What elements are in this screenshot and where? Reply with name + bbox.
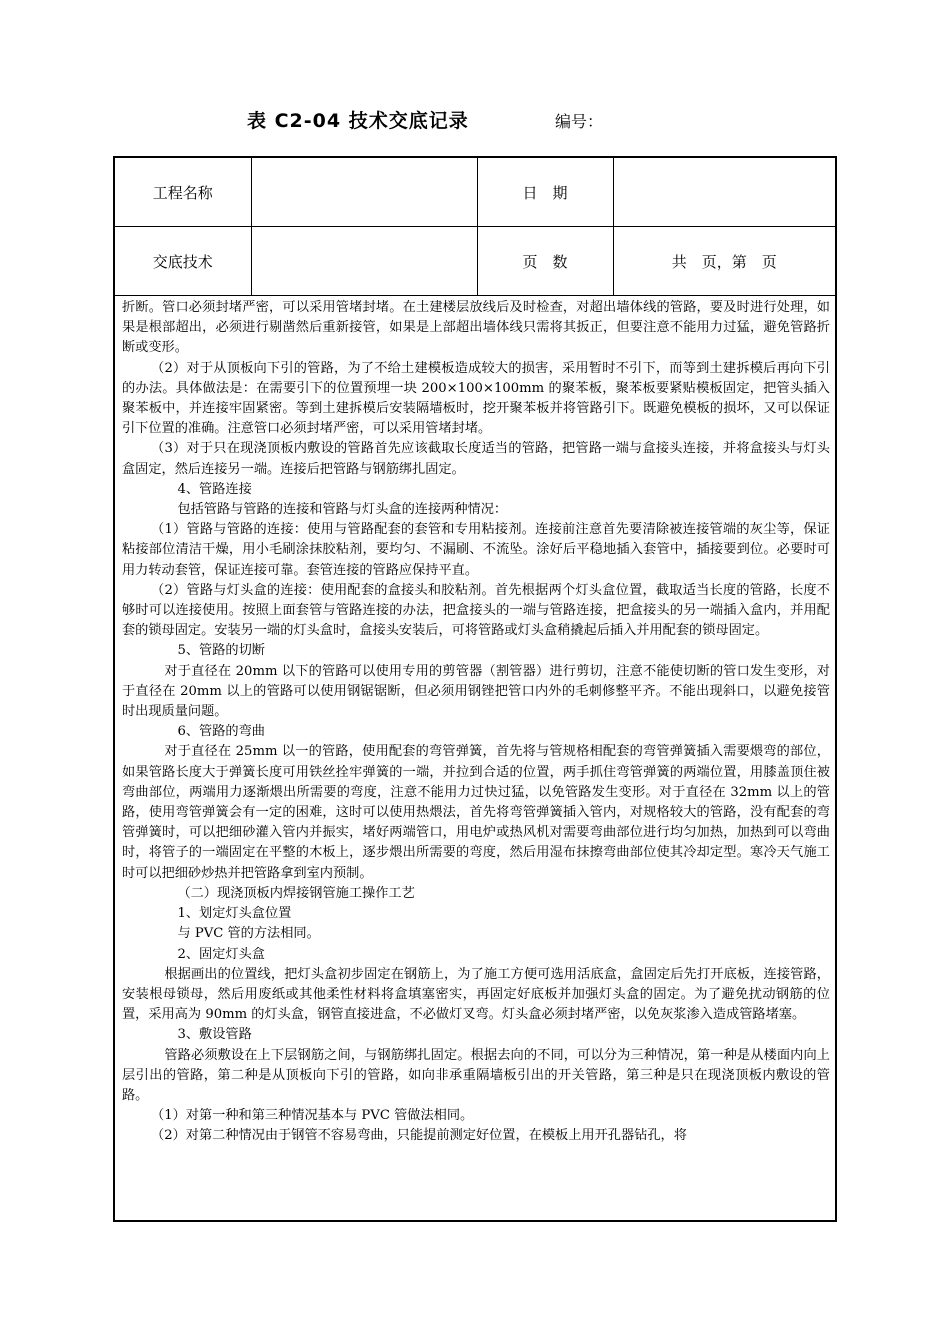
- content-paragraph: 与 PVC 管的方法相同。: [177, 926, 320, 942]
- disclosure-content: [122, 298, 830, 1147]
- content-paragraph: 根据画出的位置线，把灯头盒初步固定在钢筋上，为了施工方便可选用活底盒，盒固定后先打开底板，连接管路，安装根母锁母，然后用废纸或其他柔性材料将盒填塞密实，再固定好底板并加强灯头盒的固定。为了避免扰动钢筋的位置，采用高为 90mm 的灯头盒，钢管直接进盒，不必做灯叉弯。灯头盒必须封堵严密，以免灰浆渗入造成管路堵塞。: [122, 966, 830, 1023]
- content-paragraph: （2）对于从顶板向下引的管路，为了不给土建模板造成较大的损害，采用暂时不引下，而等到土建拆模后再向下引的办法。具体做法是：在需要引下的位置预埋一块 200×100×100mm 的聚苯板，聚苯板要紧贴模板固定，把管头插入聚苯板中，并连接牢固紧密。等到土建拆模后安装隔墙板时，挖开聚苯板并将管路引下。既避免模板的损坏，又可以保证引下位置的准确。注意管口必须封堵严密，可以采用管堵封堵。: [122, 360, 830, 437]
- record-form: [113, 156, 837, 1222]
- content-paragraph: （1）管路与管路的连接：使用与管路配套的套管和专用粘接剂。连接前注意首先要清除被连接管端的灰尘等，保证粘接部位清洁干燥，用小毛刷涂抹胶粘剂，要均匀、不漏刷、不流坠。涂好后平稳地插入套管中，插接要到位。必要时可用力转动套管，保证连接可靠。套管连接的管路应保持平直。: [122, 522, 830, 578]
- form-header-table: [115, 158, 835, 296]
- content-paragraph: （2）对第二种情况由于钢管不容易弯曲，只能提前测定好位置，在模板上用开孔器钻孔，将: [151, 1128, 687, 1144]
- page-title: 表 C2-04 技术交底记录: [247, 110, 469, 132]
- content-paragraph: 折断。管口必须封堵严密，可以采用管堵封堵。在土建楼层放线后及时检查，对超出墙体线的管路，要及时进行处理，如果是根部超出，必须进行剔凿然后重新接管，如果是上部超出墙体线只需将其扳正，但要注意不能用力过猛，避免管路折断或变形。: [122, 300, 830, 356]
- content-paragraph: （1）对第一种和第三种情况基本与 PVC 管做法相同。: [151, 1108, 474, 1124]
- content-paragraph: 3、敷设管路: [177, 1027, 252, 1043]
- disclosure-label: 交底技术: [115, 227, 251, 296]
- content-paragraph: 6、管路的弯曲: [177, 724, 265, 740]
- content-paragraph: 5、管路的切断: [177, 643, 265, 659]
- pages-label: 页 数: [477, 227, 613, 296]
- table-row: [115, 227, 835, 296]
- content-paragraph: （二）现浇顶板内焊接钢管施工操作工艺: [177, 885, 415, 901]
- date-label: 日 期: [477, 158, 613, 227]
- content-paragraph: 2、固定灯头盒: [177, 946, 265, 962]
- project-name-label: 工程名称: [115, 158, 251, 227]
- doc-number-label: 编号：: [555, 112, 604, 131]
- content-paragraph: 1、划定灯头盒位置: [177, 906, 292, 922]
- title-row: [0, 106, 950, 136]
- disclosure-field[interactable]: [251, 227, 477, 296]
- content-paragraph: 对于直径在 20mm 以下的管路可以使用专用的剪管器（割管器）进行剪切，注意不能使切断的管口发生变形，对于直径在 20mm 以上的管路可以使用钢锯锯断，但必须用钢锉把管口内外的毛刺修整平齐。不能出现斜口，以避免接管时出现质量问题。: [122, 663, 830, 720]
- pages-field[interactable]: 共 页，第 页: [613, 227, 835, 296]
- content-paragraph: 4、管路连接: [177, 481, 252, 497]
- project-name-field[interactable]: [251, 158, 477, 227]
- content-paragraph: 包括管路与管路的连接和管路与灯头盒的连接两种情况：: [177, 502, 508, 518]
- content-paragraph: （2）管路与灯头盒的连接：使用配套的盒接头和胶粘剂。首先根据两个灯头盒位置，截取适当长度的管路，长度不够时可以连接使用。按照上面套管与管路连接的办法，把盒接头的一端与管路连接，把盒接头的另一端插入盒内，并用配套的锁母固定。安装另一端的灯头盒时，盒接头安装后，可将管路或灯头盒稍撬起后插入并用配套的锁母固定。: [122, 582, 830, 639]
- content-paragraph: （3）对于只在现浇顶板内敷设的管路首先应该截取长度适当的管路，把管路一端与盒接头连接，并将盒接头与灯头盒固定，然后连接另一端。连接后把管路与钢筋绑扎固定。: [122, 441, 830, 477]
- content-paragraph: 管路必须敷设在上下层钢筋之间，与钢筋绑扎固定。根据去向的不同，可以分为三种情况，第一种是从楼面内向上层引出的管路，第二种是从顶板向下引的管路，如向非承重隔墙板引出的开关管路，第三种是只在现浇顶板内敷设的管路。: [122, 1047, 830, 1103]
- content-paragraph: 对于直径在 25mm 以一的管路，使用配套的弯管弹簧，首先将与管规格相配套的弯管弹簧插入需要煨弯的部位，如果管路长度大于弹簧长度可用铁丝拴牢弹簧的一端，并拉到合适的位置，两手抓住弯管弹簧的两端位置，用膝盖顶住被弯曲部位，两端用力逐渐煨出所需要的弯度，注意不能用力过快过猛，以免管路发生变形。对于直径在 32mm 以上的管路，使用弯管弹簧会有一定的困难，这时可以使用热煨法，首先将弯管弹簧插入管内，对规格较大的管路，没有配套的弯管弹簧时，可以把细砂灌入管内并振实，堵好两端管口，用电炉或热风机对需要弯曲部位进行均匀加热，加热到可以弯曲时，将管子的一端固定在平整的木板上，逐步煨出所需要的弯度，然后用湿布抹擦弯曲部位使其冷却定型。寒冷天气施工时可以把细砂炒热并把管路拿到室内预制。: [122, 744, 830, 881]
- date-field[interactable]: [613, 158, 835, 227]
- table-row: [115, 158, 835, 227]
